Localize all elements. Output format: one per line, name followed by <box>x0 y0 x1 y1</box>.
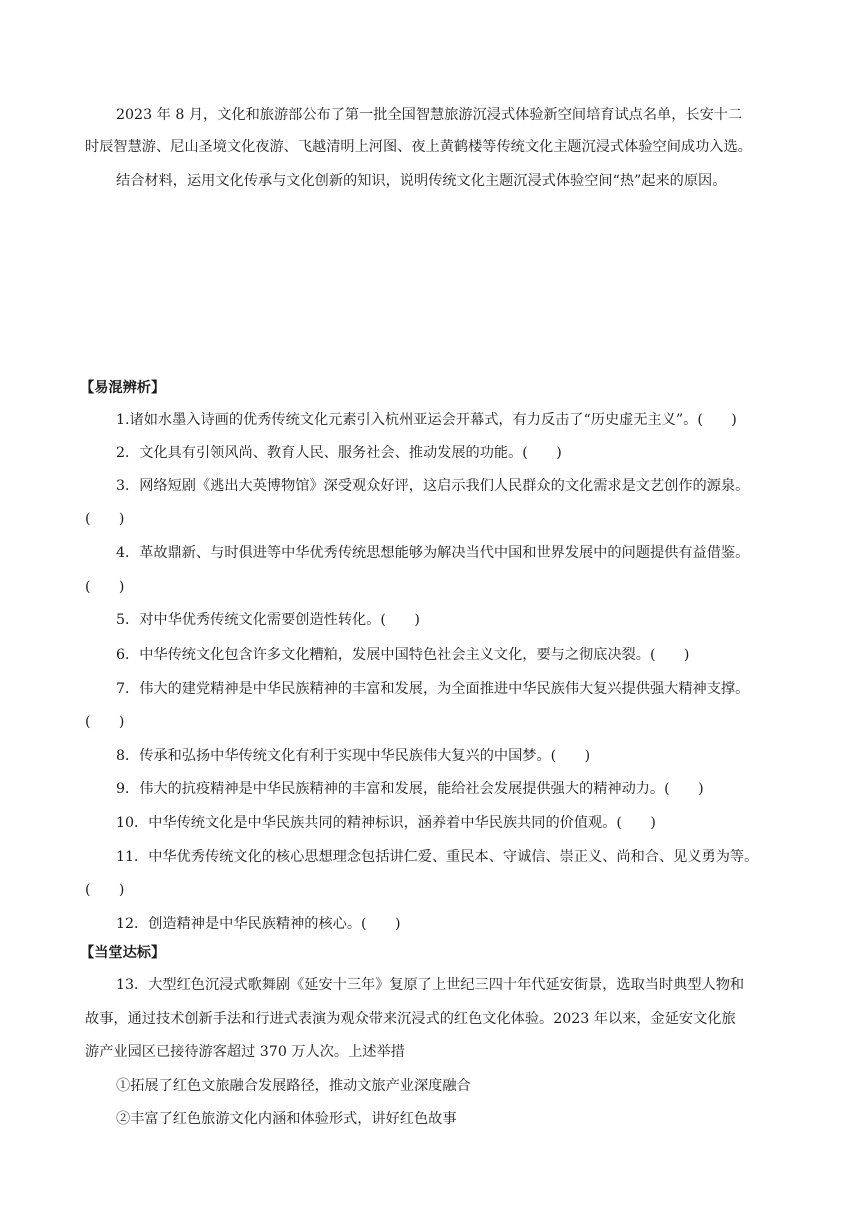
confusion-item-3: 3．网络短剧《逃出大英博物馆》深受观众好评，这启示我们人民群众的文化需求是文艺创作的源泉。 <box>116 478 750 494</box>
section-heading-practice: 【当堂达标】 <box>80 945 166 961</box>
confusion-item-12: 12．创造精神是中华民族精神的核心。( ) <box>116 916 401 932</box>
question-13-line-1: 13．大型红色沉浸式歌舞剧《延安十三年》复原了上世纪三四十年代延安街景，选取当时典型人物和 <box>116 977 745 993</box>
question-13-line-2: 故事，通过技术创新手法和行进式表演为观众带来沉浸式的红色文化体验。2023 年以来，金延安文化旅 <box>85 1011 736 1027</box>
confusion-item-11-answer: ( ) <box>85 882 125 898</box>
confusion-item-7: 7．伟大的建党精神是中华民族精神的丰富和发展，为全面推进中华民族伟大复兴提供强大精神支撑。 <box>116 681 750 697</box>
confusion-item-4: 4．革故鼎新、与时俱进等中华优秀传统思想能够为解决当代中国和世界发展中的问题提供有益借鉴。 <box>116 545 750 561</box>
confusion-item-3-answer: ( ) <box>85 511 125 527</box>
question-13-line-3: 游产业园区已接待游客超过 370 万人次。上述举措 <box>85 1044 405 1060</box>
question-13-option-1: ①拓展了红色文旅融合发展路径，推动文旅产业深度融合 <box>116 1078 471 1094</box>
confusion-item-7-answer: ( ) <box>85 714 125 730</box>
confusion-item-4-answer: ( ) <box>85 579 125 595</box>
material-line-1: 2023 年 8 月，文化和旅游部公布了第一批全国智慧旅游沉浸式体验新空间培育试点名单，长安十二 <box>116 107 743 123</box>
material-question: 结合材料，运用文化传承与文化创新的知识，说明传统文化主题沉浸式体验空间“热”起来的原因。 <box>116 173 727 189</box>
confusion-item-10: 10．中华传统文化是中华民族共同的精神标识，涵养着中华民族共同的价值观。( ) <box>116 815 656 831</box>
confusion-item-1: 1.诸如水墨入诗画的优秀传统文化元素引入杭州亚运会开幕式，有力反击了“历史虚无主义”。( ) <box>116 412 737 428</box>
confusion-item-9: 9．伟大的抗疫精神是中华民族精神的丰富和发展，能给社会发展提供强大的精神动力。( ) <box>116 781 704 797</box>
confusion-item-6: 6．中华传统文化包含许多文化糟粕，发展中国特色社会主义文化，要与之彻底决裂。( ) <box>116 647 690 663</box>
confusion-item-2: 2．文化具有引领风尚、教育人民、服务社会、推动发展的功能。( ) <box>116 445 562 461</box>
confusion-item-5: 5．对中华优秀传统文化需要创造性转化。( ) <box>116 612 420 628</box>
confusion-item-8: 8．传承和弘扬中华传统文化有利于实现中华民族伟大复兴的中国梦。( ) <box>116 748 591 764</box>
question-13-option-2: ②丰富了红色旅游文化内涵和体验形式，讲好红色故事 <box>116 1111 457 1127</box>
material-line-2: 时辰智慧游、尼山圣境文化夜游、飞越清明上河图、夜上黄鹤楼等传统文化主题沉浸式体验空间成功入选。 <box>85 139 752 155</box>
section-heading-confusion: 【易混辨析】 <box>80 380 166 396</box>
confusion-item-11: 11．中华优秀传统文化的核心思想理念包括讲仁爱、重民本、守诚信、崇正义、尚和合、见义勇为等。 <box>116 849 759 865</box>
